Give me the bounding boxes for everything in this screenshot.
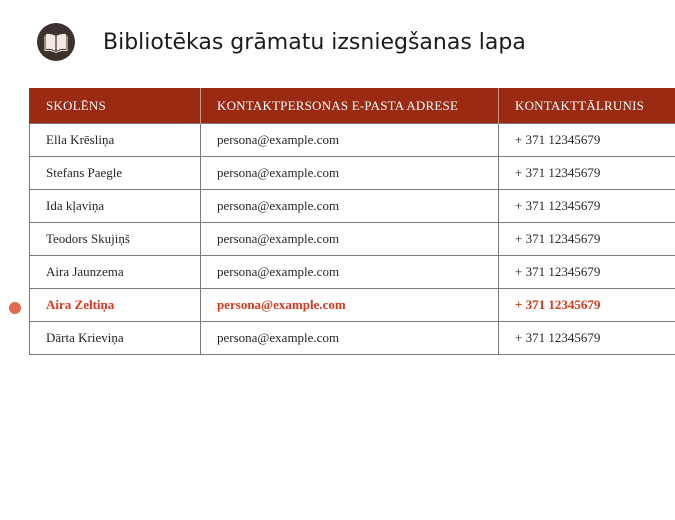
email-cell[interactable]: persona@example.com — [201, 190, 499, 223]
phone-cell[interactable]: + 371 12345679 — [499, 256, 675, 289]
phone-cell[interactable]: + 371 12345679 — [499, 190, 675, 223]
column-header-contact-phone[interactable]: KONTAKTTĀLRUNIS — [499, 89, 675, 124]
student-cell[interactable]: Aira Zeltiņa — [30, 289, 201, 322]
student-cell[interactable]: Teodors Skujiņš — [30, 223, 201, 256]
student-cell[interactable]: Ella Krēsliņa — [30, 124, 201, 157]
phone-cell[interactable]: + 371 12345679 — [499, 289, 675, 322]
table-row[interactable] — [30, 223, 675, 256]
column-header-contact-email[interactable]: KONTAKTPERSONAS E-PASTA ADRESE — [201, 89, 499, 124]
table-header-row — [30, 89, 675, 124]
page-title: Bibliotēkas grāmatu izsniegšanas lapa — [103, 30, 526, 55]
table-row[interactable] — [30, 256, 675, 289]
student-cell[interactable]: Stefans Paegle — [30, 157, 201, 190]
phone-cell[interactable]: + 371 12345679 — [499, 322, 675, 355]
email-cell[interactable]: persona@example.com — [201, 256, 499, 289]
checkout-table — [29, 88, 675, 355]
selected-row-marker — [9, 302, 21, 314]
student-cell[interactable]: Aira Jaunzema — [30, 256, 201, 289]
table-row[interactable] — [30, 124, 675, 157]
table-row[interactable] — [30, 157, 675, 190]
table-row[interactable] — [30, 322, 675, 355]
email-cell[interactable]: persona@example.com — [201, 223, 499, 256]
student-cell[interactable]: Dārta Krieviņa — [30, 322, 201, 355]
phone-cell[interactable]: + 371 12345679 — [499, 223, 675, 256]
column-header-student[interactable]: SKOLĒNS — [30, 89, 201, 124]
checkout-table-container — [29, 88, 675, 355]
email-cell[interactable]: persona@example.com — [201, 157, 499, 190]
email-cell[interactable]: persona@example.com — [201, 124, 499, 157]
phone-cell[interactable]: + 371 12345679 — [499, 124, 675, 157]
phone-cell[interactable]: + 371 12345679 — [499, 157, 675, 190]
table-row-selected[interactable] — [30, 289, 675, 322]
email-cell[interactable]: persona@example.com — [201, 289, 499, 322]
student-cell[interactable]: Ida kļaviņa — [30, 190, 201, 223]
open-book-icon — [37, 23, 75, 61]
email-cell[interactable]: persona@example.com — [201, 322, 499, 355]
table-row[interactable] — [30, 190, 675, 223]
